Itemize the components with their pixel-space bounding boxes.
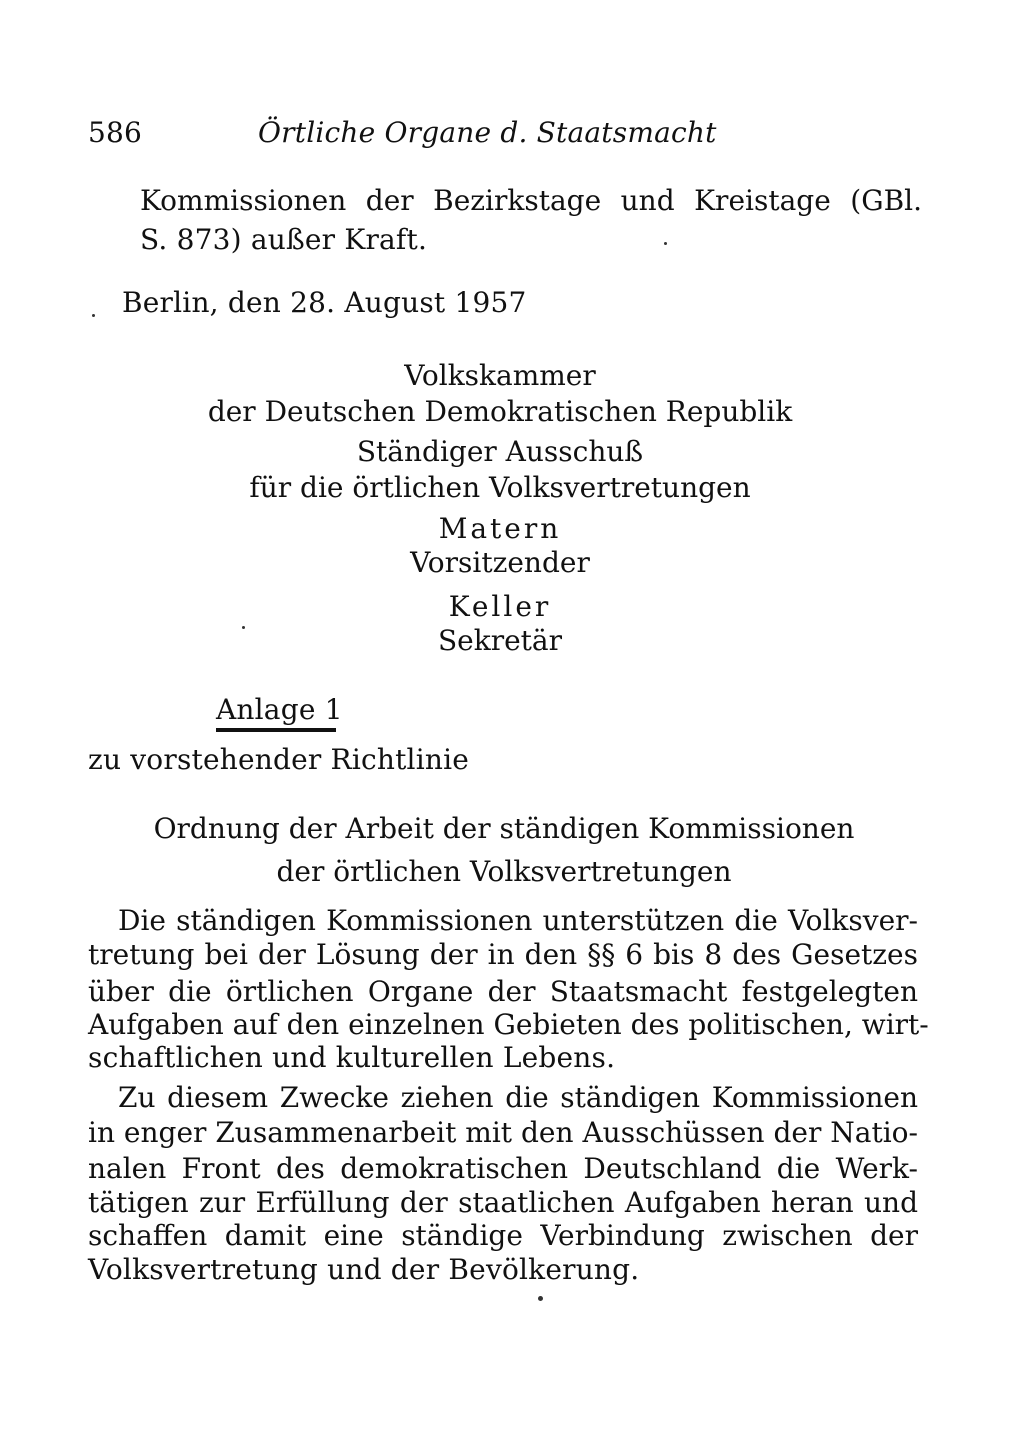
scan-speck (242, 626, 245, 629)
signatory-name-2: Keller (448, 590, 552, 623)
page-number: 586 (88, 116, 143, 149)
paragraph-1-line-4: Aufgaben auf den einzelnen Gebieten des politischen, wirt- (88, 1008, 929, 1041)
intro-line-1: Kommissionen der Bezirkstage und Kreistage (GBl. (140, 184, 922, 217)
signature-body-line-3: Ständiger Ausschuß (356, 435, 644, 468)
signatory-role-1: Vorsitzender (410, 546, 590, 579)
paragraph-1-line-5: schaftlichen und kulturellen Lebens. (88, 1041, 616, 1074)
signature-body-line-4: für die örtlichen Volksvertretungen (249, 471, 751, 504)
paragraph-1-line-1: Die ständigen Kommissionen unterstützen die Volksver- (118, 904, 918, 937)
intro-line-2: S. 873) außer Kraft. (140, 223, 428, 256)
paragraph-1-line-2: tretung bei der Lösung der in den §§ 6 bis 8 des Gesetzes (88, 938, 918, 971)
dateline: Berlin, den 28. August 1957 (122, 286, 527, 319)
paragraph-1-line-3: über die örtlichen Organe der Staatsmacht festgelegten (88, 975, 918, 1008)
signature-body-line-2: der Deutschen Demokratischen Republik (207, 395, 793, 428)
scan-speck (664, 242, 667, 245)
signatory-name-1: Matern (438, 512, 562, 545)
section-title-line-2: der örtlichen Volksvertretungen (276, 855, 732, 888)
scan-speck (92, 314, 95, 317)
paragraph-2-line-6: Volksvertretung und der Bevölkerung. (88, 1253, 640, 1286)
paragraph-2-line-3: nalen Front des demokratischen Deutschland die Werk- (88, 1152, 918, 1185)
section-title-line-1: Ordnung der Arbeit der ständigen Kommissionen (153, 812, 855, 845)
annex-subtitle: zu vorstehender Richtlinie (88, 743, 470, 776)
signatory-role-2: Sekretär (437, 624, 562, 657)
paragraph-2-line-5: schaffen damit eine ständige Verbindung zwischen der (88, 1219, 918, 1252)
paragraph-2-line-1: Zu diesem Zwecke ziehen die ständigen Kommissionen (118, 1081, 918, 1114)
annex-label: Anlage 1 (216, 693, 343, 726)
annex-underline (216, 728, 336, 732)
paragraph-2-line-4: tätigen zur Erfüllung der staatlichen Aufgaben heran und (88, 1186, 918, 1219)
running-title: Örtliche Organe d. Staatsmacht (258, 116, 717, 149)
signature-body-line-1: Volkskammer (404, 359, 596, 392)
paragraph-2-line-2: in enger Zusammenarbeit mit den Ausschüssen der Natio- (88, 1116, 918, 1149)
scan-speck (538, 1296, 543, 1301)
